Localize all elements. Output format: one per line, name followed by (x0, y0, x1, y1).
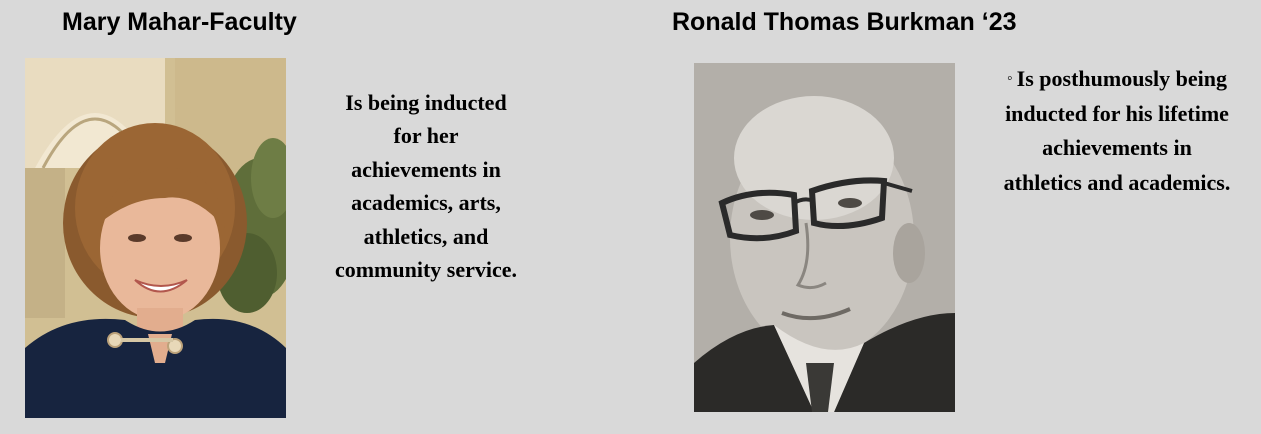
caption-line (976, 62, 1258, 97)
inductee-photo-mary-mahar (25, 58, 286, 418)
caption-line: athletics, and (363, 223, 489, 249)
caption-line: achievements in (1042, 135, 1192, 160)
inductee-description-mary-mahar (306, 86, 546, 286)
caption-line: community service. (334, 257, 518, 283)
bullet-icon: ◦ (1007, 70, 1013, 87)
portrait-image (25, 58, 286, 418)
caption-line: for her (393, 123, 459, 149)
caption-line: inducted for his lifetime (1005, 100, 1229, 126)
inductee-name-mary-mahar: Mary Mahar-Faculty (62, 8, 297, 36)
inductee-photo-ronald-burkman (694, 63, 955, 412)
inductee-description-ronald-burkman (976, 62, 1258, 200)
inductee-name-ronald-burkman: Ronald Thomas Burkman ‘23 (672, 8, 1017, 36)
caption-line: athletics and academics. (1003, 169, 1231, 195)
caption-line: Is being inducted (345, 90, 507, 115)
portrait-image (694, 63, 955, 412)
caption-line: achievements in (351, 156, 501, 182)
caption-line: academics, arts, (351, 190, 501, 216)
caption-line-text: Is posthumously being (1016, 66, 1227, 91)
